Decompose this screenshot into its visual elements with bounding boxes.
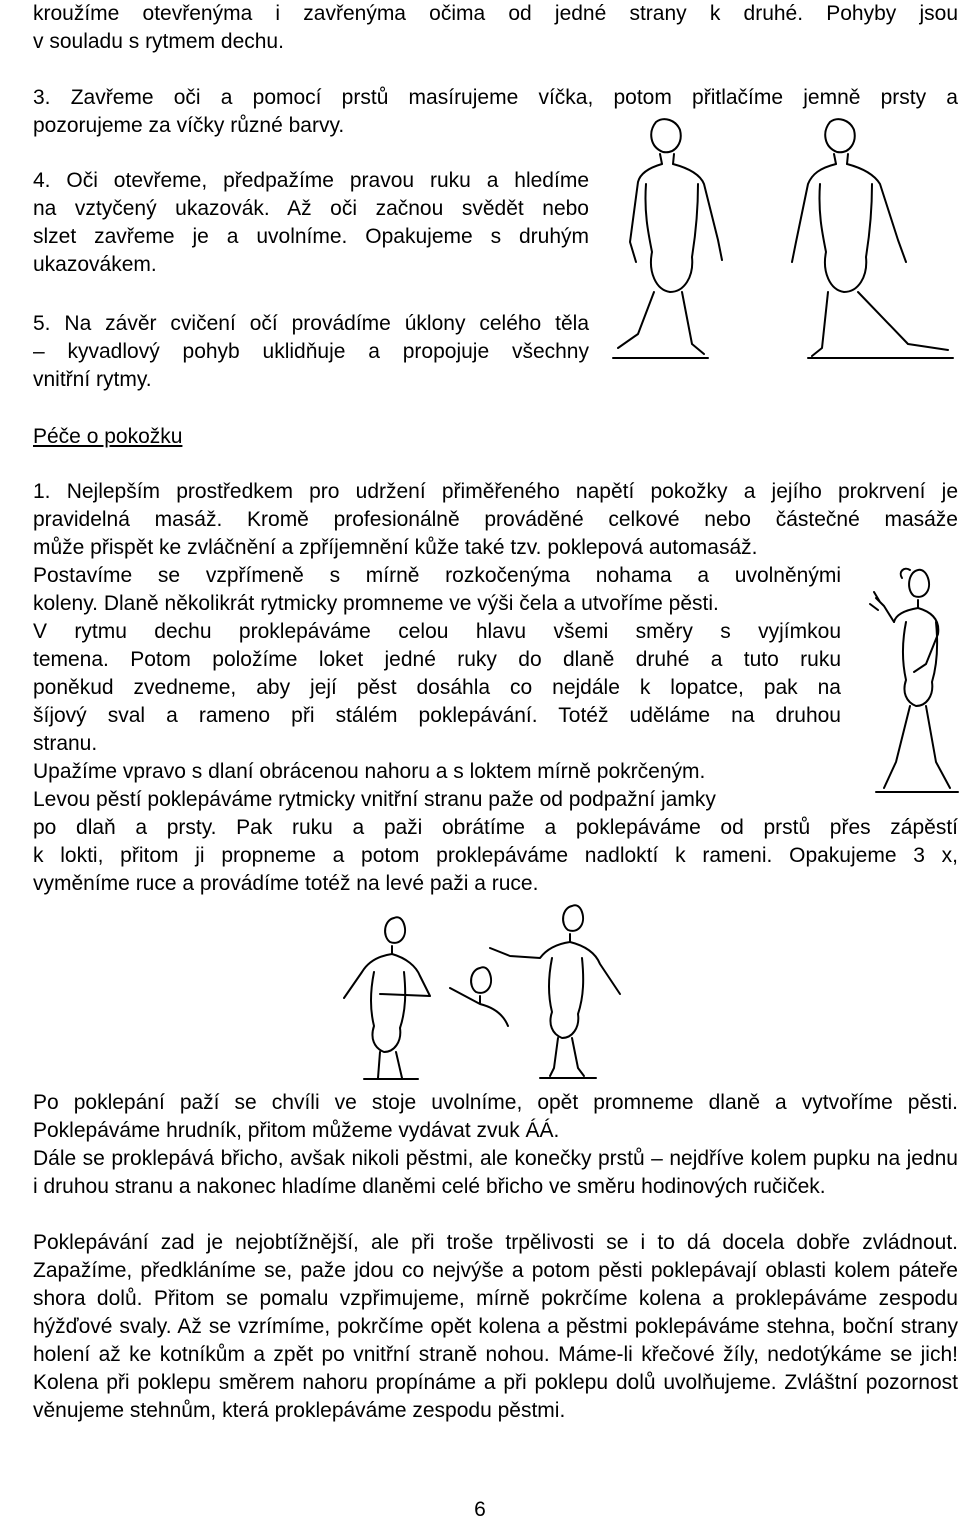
item-5-line-2: – kyvadlový pohyb uklidňuje a propojuje všechny [33,340,589,363]
massage-line-8: poněkud zvedneme, aby její pěst dosáhla co nejdále k lopatce, pak na [33,676,841,699]
massage-line-3: může přispět ke zvláčnění a zpříjemnění kůže také tzv. poklepová automasáž. [33,536,758,559]
item-5-line-1: 5. Na závěr cvičení očí provádíme úklony celého těla [33,312,589,335]
item-5-line-3: vnitřní rytmy. [33,368,152,391]
page-number: 6 [474,1498,486,1521]
section-heading: Péče o pokožku [33,425,183,448]
massage-line-1: 1. Nejlepším prostředkem pro udržení přiměřeného napětí pokožky a jejího prokrvení je [33,480,958,503]
side-bend-illustration [608,112,960,364]
massage-line-5: koleny. Dlaně několikrát rytmicky promneme ve výši čela a utvoříme pěsti. [33,592,719,615]
item-3-line-2: pozorujeme za víčky různé barvy. [33,114,345,137]
figure-left [613,119,722,358]
figure-arm-tap-3 [450,958,508,1026]
massage-line-12: Levou pěstí poklepáváme rytmicky vnitřní stranu paže od podpažní jamky [33,788,716,811]
figure-arm-tap-2 [344,898,572,1079]
massage-line-9: šíjový sval a rameno při stálém poklepávání. Totéž uděláme na druhou [33,704,841,727]
massage-line-15: vyměníme ruce a provádíme totéž na levé paži a ruce. [33,872,539,895]
massage-line-6: V rytmu dechu proklepáváme celou hlavu všemi směry s vyjímkou [33,620,841,643]
item-4-line-2: na vztyčený ukazovák. Až oči začnou svědět nebo [33,197,589,220]
massage-line-4: Postavíme se vzpřímeně s mírně rozkočenýma nohama a uvolněnými [33,564,841,587]
figure-arm-tap-1 [490,905,620,1078]
massage-line-7: temena. Potom položíme loket jedné ruky do dlaně druhé a tuto ruku [33,648,841,671]
item-4-line-1: 4. Oči otevřeme, předpažíme pravou ruku a hledíme [33,169,589,192]
massage-line-14: k lokti, přitom ji propneme a potom proklepáváme nadloktí k rameni. Opakujeme 3 x, [33,844,958,867]
arm-tapping-illustration [340,898,644,1080]
figure-right [792,119,953,358]
paragraph-belly: Dále se proklepává břicho, avšak nikoli pěstmi, ale konečky prstů – nejdříve kolem pupku na jednu i druhou stranu a nakonec hladíme dlaněmi celé břicho ve směru hodinových ručiček. [33,1147,958,1198]
paragraph-chest: Po poklepání paží se chvíli ve stoje uvolníme, opět promneme dlaně a vytvoříme pěsti. Poklepáváme hrudník, přitom můžeme vydávat zvuk ÁÁ. [33,1091,958,1142]
item-4-line-4: ukazovákem. [33,253,157,276]
intro-line-1: kroužíme otevřenýma i zavřenýma očima od jedné strany k druhé. Pohyby jsou [33,2,958,25]
intro-line-2: v souladu s rytmem dechu. [33,30,284,53]
item-4-line-3: slzet zavřeme je a uvolníme. Opakujeme s druhým [33,225,589,248]
massage-line-11: Upažíme vpravo s dlaní obrácenou nahoru a s loktem mírně pokrčeným. [33,760,706,783]
paragraph-back-legs: Poklepávání zad je nejobtížnější, ale při troše trpělivosti se i to dá docela dobře zvládnout. Zapažíme, předkláníme se, paže jdou co nejvýše a potom pěsti poklepávají oblasti kolem páteře shora dolů. Přitom se pomalu vzpřimujeme, mírně pokrčíme kolena a proklepáváme zespodu hýžďové svaly. Až se vzrímíme, pokrčíme opět kolena a pěstmi poklepáváme stehna, boční strany holení až ke kotníkům a zpět po vnitřní straně nohou. Máme-li křečové žíly, nedotýkáme se jich! Kolena při poklepu směrem nahoru propínáme a při poklepu dolů uvolňujeme. Zvláštní pozornost věnujeme stehnům, která proklepáváme zespodu pěstmi. [33,1231,958,1422]
massage-line-10: stranu. [33,732,98,755]
massage-line-13: po dlaň a prsty. Pak ruku a paži obrátíme a poklepáváme od prstů přes zápěstí [33,816,958,839]
shoulder-tapping-illustration [866,562,960,798]
massage-line-2: pravidelná masáž. Kromě profesionálně prováděné celkové nebo částečné masáže [33,508,958,531]
item-3-line-1: 3. Zavřeme oči a pomocí prstů masírujeme víčka, potom přitlačíme jemně prsty a [33,86,958,109]
